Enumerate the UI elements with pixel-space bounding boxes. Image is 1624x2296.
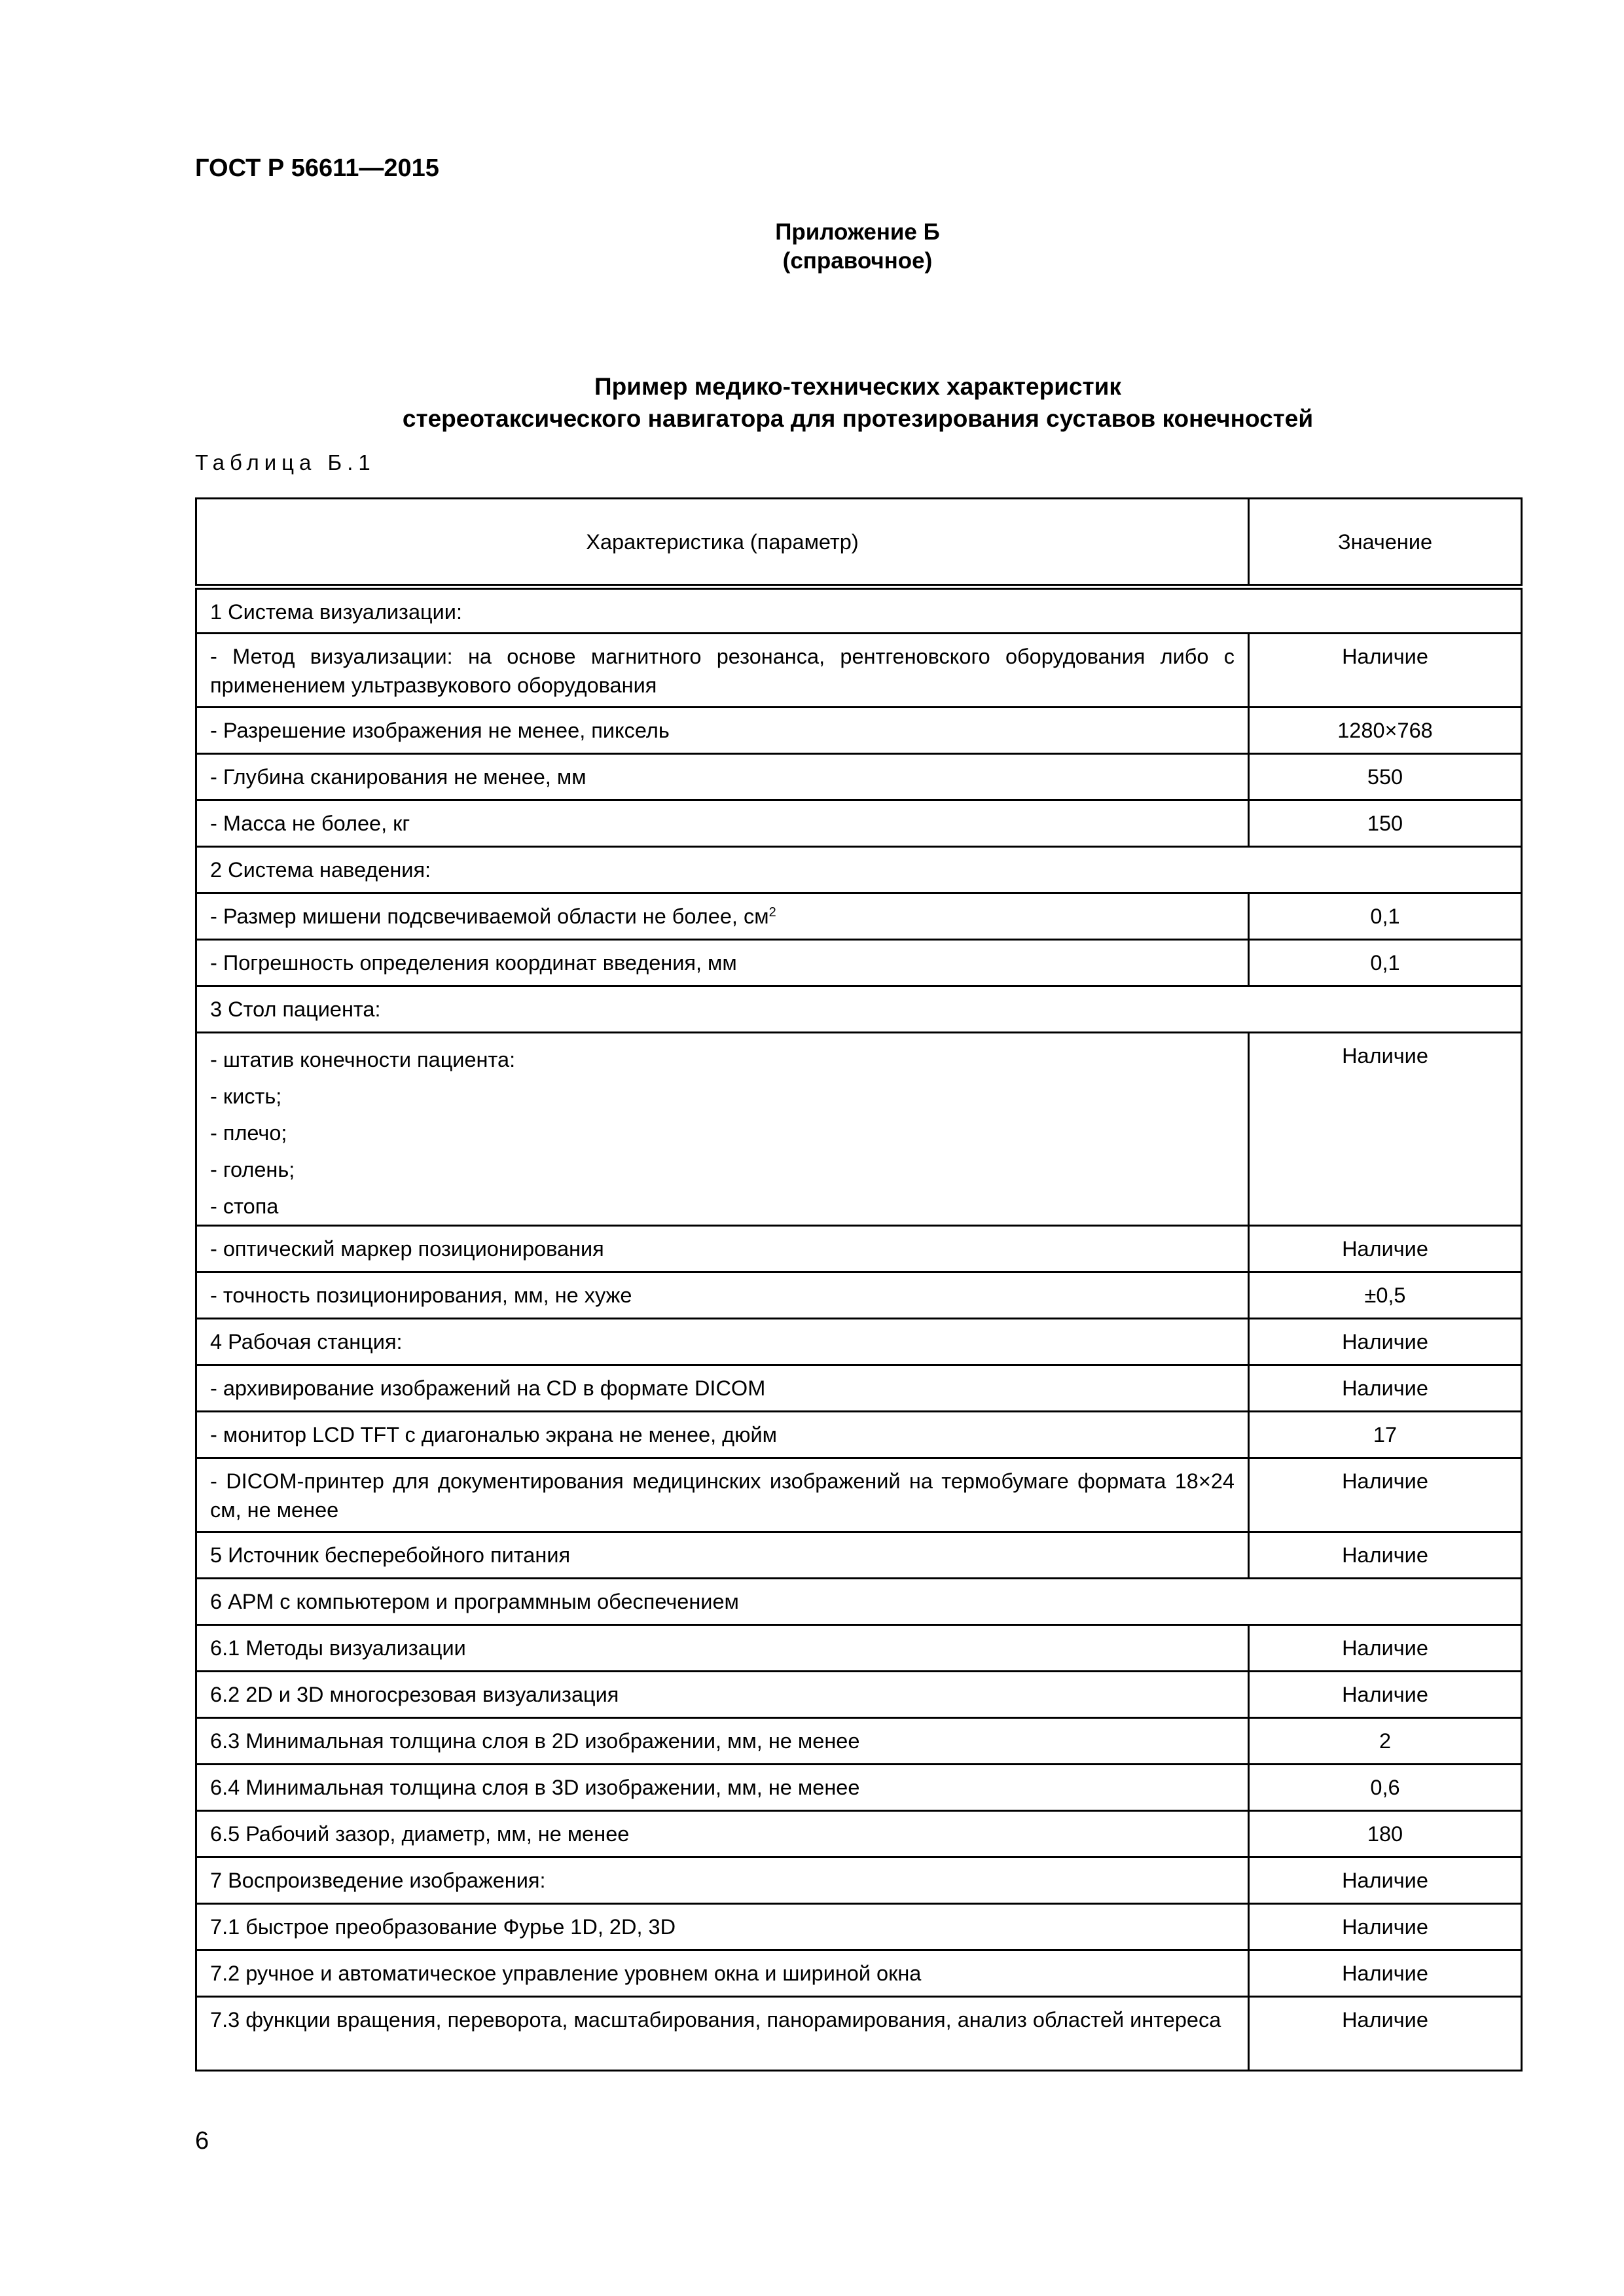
value-cell: 0,1 [1249,893,1522,940]
parameter-text: 6.1 Методы визуализации [210,1636,466,1660]
parameter-cell [196,708,1249,754]
value-cell: 150 [1249,800,1522,847]
parameter-text: - Масса не более, кг [210,812,410,835]
value-cell: Наличие [1249,1532,1522,1579]
table-section-row [196,847,1522,893]
parameter-cell [196,847,1522,893]
table-row [196,1811,1522,1857]
table-row [196,634,1522,708]
parameter-line: - голень; [210,1158,295,1181]
parameter-text: 6.5 Рабочий зазор, диаметр, мм, не менее [210,1822,630,1846]
parameter-cell [196,1765,1249,1811]
parameter-cell [196,1811,1249,1857]
parameter-cell [196,1579,1522,1625]
parameter-text: 3 Стол пациента: [210,997,381,1021]
table-row [196,1672,1522,1718]
parameter-text: 7.2 ручное и автоматическое управление уровнем окна и шириной окна [210,1962,922,1985]
section-title-line-2: стереотаксического навигатора для протезирования суставов конечностей [402,405,1314,432]
parameter-text: 7.3 функции вращения, переворота, масштабирования, панорамирования, анализ областей интереса [210,2008,1221,2032]
parameter-line: - стопа [210,1194,279,1218]
parameter-text: 6.2 2D и 3D многосрезовая визуализация [210,1683,619,1706]
table-row [196,1412,1522,1458]
parameter-cell [196,634,1249,708]
parameter-text: - Размер мишени подсвечиваемой области не более, см [210,905,769,928]
value-cell: Наличие [1249,1997,1522,2071]
parameter-cell [196,1718,1249,1765]
table-row [196,1365,1522,1412]
table-row [196,1458,1522,1532]
parameter-text: - Погрешность определения координат введения, мм [210,951,737,975]
table-section-row [196,587,1522,634]
parameter-cell [196,1997,1249,2071]
value-cell: 0,1 [1249,940,1522,986]
table-row [196,1997,1522,2071]
table-row [196,1765,1522,1811]
parameter-cell [196,1950,1249,1997]
table-section-row [196,986,1522,1033]
parameter-line: - кисть; [210,1085,282,1108]
parameter-text: - архивирование изображений на CD в формате DICOM [210,1376,766,1400]
parameter-text: 2 Система наведения: [210,858,431,882]
parameter-cell [196,1272,1249,1319]
value-cell: Наличие [1249,1226,1522,1272]
table-row [196,1532,1522,1579]
table-row [196,754,1522,800]
table-row [196,1718,1522,1765]
table-row [196,1319,1522,1365]
value-cell: Наличие [1249,1672,1522,1718]
parameter-text: 6 АРМ с компьютером и программным обеспечением [210,1590,739,1613]
parameter-cell [196,940,1249,986]
table-row [196,1033,1522,1226]
value-cell: Наличие [1249,1033,1522,1226]
value-cell: Наличие [1249,1458,1522,1532]
parameter-cell [196,1319,1249,1365]
parameter-cell [196,1857,1249,1904]
parameter-text: 6.3 Минимальная толщина слоя в 2D изображении, мм, не менее [210,1729,860,1753]
value-cell: 180 [1249,1811,1522,1857]
section-title-line-1: Пример медико-технических характеристик [594,373,1121,400]
parameter-text: 7.1 быстрое преобразование Фурье 1D, 2D, 3D [210,1915,676,1939]
table-label: Таблица Б.1 [195,450,376,475]
parameter-text: - оптический маркер позиционирования [210,1237,604,1261]
page-number: 6 [195,2127,209,2155]
parameter-cell [196,1365,1249,1412]
value-cell: Наличие [1249,1904,1522,1950]
value-cell: 17 [1249,1412,1522,1458]
table-row [196,940,1522,986]
value-cell: Наличие [1249,1625,1522,1672]
parameter-line: - плечо; [210,1121,287,1145]
parameter-cell [196,1532,1249,1579]
table-section-row [196,1579,1522,1625]
value-cell: Наличие [1249,1950,1522,1997]
section-title [195,370,1521,435]
value-cell: 550 [1249,754,1522,800]
value-cell: 0,6 [1249,1765,1522,1811]
parameter-text: 1 Система визуализации: [210,600,462,624]
parameter-text: - Глубина сканирования не менее, мм [210,765,586,789]
unit-superscript: 2 [768,905,776,920]
table-row [196,1857,1522,1904]
parameter-text: - DICOM-принтер для документирования медицинских изображений на термобумаге формата 18×24 см, не менее [210,1469,1235,1522]
table-header-row [196,499,1522,587]
parameter-text: 6.4 Минимальная толщина слоя в 3D изображении, мм, не менее [210,1776,860,1799]
parameter-cell [196,1458,1249,1532]
parameter-cell [196,800,1249,847]
parameter-cell [196,1033,1249,1226]
document-code: ГОСТ Р 56611—2015 [195,154,439,182]
table-row [196,1226,1522,1272]
value-cell: 1280×768 [1249,708,1522,754]
table-row [196,893,1522,940]
value-cell: Наличие [1249,1365,1522,1412]
parameter-cell [196,1412,1249,1458]
parameter-cell [196,1625,1249,1672]
appendix-heading [0,218,1624,276]
value-cell: Наличие [1249,634,1522,708]
parameter-cell [196,893,1249,940]
appendix-subtitle: (справочное) [782,248,933,274]
parameter-text: 5 Источник бесперебойного питания [210,1543,571,1567]
appendix-title: Приложение Б [775,219,940,245]
parameter-line: - штатив конечности пациента: [210,1048,516,1071]
value-cell: Наличие [1249,1319,1522,1365]
parameter-cell [196,1904,1249,1950]
parameter-text: - монитор LCD TFT с диагональю экрана не менее, дюйм [210,1423,778,1446]
parameter-text: 4 Рабочая станция: [210,1330,403,1354]
column-header-parameter: Характеристика (параметр) [196,499,1249,587]
parameter-cell [196,587,1522,634]
table-row [196,800,1522,847]
parameter-text: - точность позиционирования, мм, не хуже [210,1283,632,1307]
column-header-value: Значение [1249,499,1522,587]
parameter-cell [196,1226,1249,1272]
value-cell: 2 [1249,1718,1522,1765]
value-cell: ±0,5 [1249,1272,1522,1319]
parameter-text: - Метод визуализации: на основе магнитного резонанса, рентгеновского оборудования либо с применением ультразвукового оборудования [210,645,1235,697]
parameter-text: 7 Воспроизведение изображения: [210,1869,546,1892]
characteristics-table [195,497,1523,2072]
parameter-cell [196,754,1249,800]
value-cell: Наличие [1249,1857,1522,1904]
table-row [196,1625,1522,1672]
table-row [196,1904,1522,1950]
table-row [196,1950,1522,1997]
table-row [196,1272,1522,1319]
parameter-cell [196,1672,1249,1718]
parameter-text: - Разрешение изображения не менее, пиксель [210,719,670,742]
table-row [196,708,1522,754]
parameter-cell [196,986,1522,1033]
